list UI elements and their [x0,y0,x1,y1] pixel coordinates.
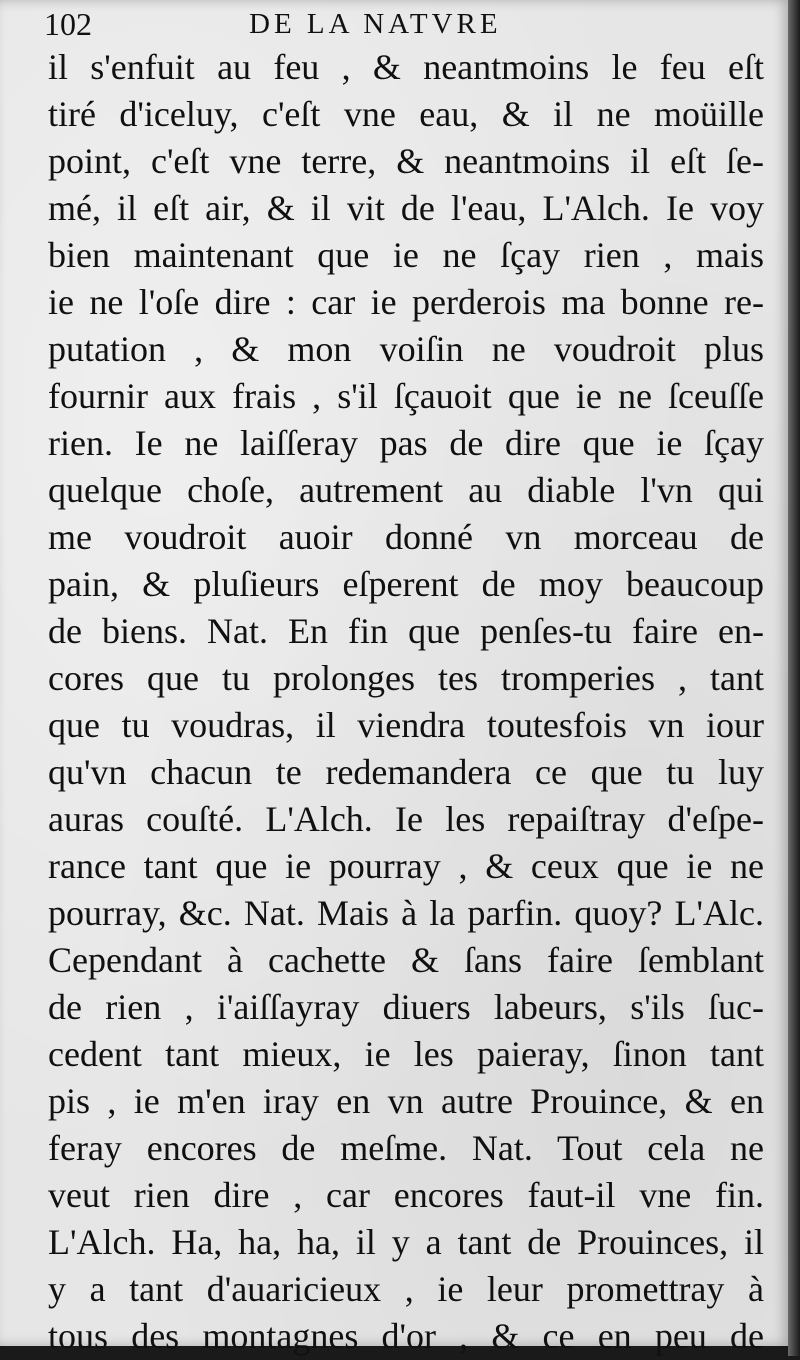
text-line: ie ne l'oſe dire : car ie perderois ma bonne re- [48,282,764,322]
text-line: de biens. Nat. En fin que penſes-tu faire en- [48,611,764,651]
text-line: il s'enfuit au feu , & neantmoins le feu eſt [48,47,764,87]
text-line: pis , ie m'en iray en vn autre Prouince, & en [48,1081,764,1121]
text-line: mé, il eſt air, & il vit de l'eau, L'Alch. Ie voy [48,188,764,228]
text-line: me voudroit auoir donné vn morceau de [48,517,764,557]
text-line: quelque choſe, autrement au diable l'vn qui [48,470,764,510]
page-number: 102 [44,6,92,42]
text-line: tiré d'iceluy, c'eſt vne eau, & il ne moüille [48,94,764,134]
text-line: veut rien dire , car encores faut-il vne fin. [48,1175,764,1215]
text-line: Cependant à cachette & ſans faire ſemblant [48,940,764,980]
text-line: cores que tu prolonges tes tromperies , tant [48,658,764,698]
text-line: de rien , i'aiſſayray diuers labeurs, s'ils ſuc- [48,987,764,1027]
running-title: DE LA NATVRE [249,8,502,40]
text-line: tous des montagnes d'or , & ce en peu de [48,1316,764,1356]
text-line: rance tant que ie pourray , & ceux que ie ne [48,846,764,886]
text-line: bien maintenant que ie ne ſçay rien , mais [48,235,764,275]
body-text [48,44,764,1360]
text-line: que tu voudras, il viendra toutesfois vn iour [48,705,764,745]
text-line: feray encores de meſme. Nat. Tout cela ne [48,1128,764,1168]
text-line: y a tant d'auaricieux , ie leur promettray à [48,1269,764,1309]
text-line: putation , & mon voiſin ne voudroit plus [48,329,764,369]
text-line: qu'vn chacun te redemandera ce que tu luy [48,752,764,792]
text-line: pourray, &c. Nat. Mais à la parfin. quoy? L'Alc. [48,893,764,933]
text-line: auras couſté. L'Alch. Ie les repaiſtray d'eſpe- [48,799,764,839]
page-header [44,6,764,42]
text-line: rien. Ie ne laiſſeray pas de dire que ie ſçay [48,423,764,463]
text-line: L'Alch. Ha, ha, ha, il y a tant de Prouinces, il [48,1222,764,1262]
text-line: pain, & pluſieurs eſperent de moy beaucoup [48,564,764,604]
text-line: point, c'eſt vne terre, & neantmoins il eſt ſe- [48,141,764,181]
text-line: fournir aux frais , s'il ſçauoit que ie ne ſceuſſe [48,376,764,416]
page-edge-shadow [788,0,800,1356]
text-line: cedent tant mieux, ie les paieray, ſinon tant [48,1034,764,1074]
